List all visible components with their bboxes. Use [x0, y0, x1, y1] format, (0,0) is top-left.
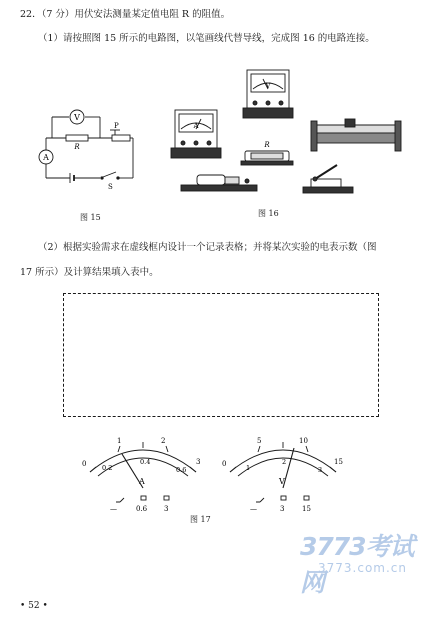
switch-device — [303, 165, 353, 193]
voltmeter-face-label: V — [265, 82, 271, 90]
rheostat-device — [311, 119, 401, 151]
resistor-symbol — [66, 135, 88, 141]
vm-inner-tick-1: 1 — [246, 464, 251, 472]
vm-tick-0: 0 — [222, 460, 227, 468]
ammeter-device — [171, 110, 221, 158]
am-inner-tick-02: 0.2 — [102, 464, 113, 472]
vm-terminal-3: 3 — [280, 505, 285, 513]
resistor-device — [241, 151, 293, 165]
fig15-caption: 图 15 — [80, 213, 101, 222]
am-tick-3: 3 — [196, 458, 201, 466]
voltmeter-device — [243, 70, 293, 118]
vm-terminal-15: 15 — [302, 505, 311, 513]
watermark-url: 3773.com.cn — [318, 561, 407, 575]
am-tick-0: 0 — [82, 460, 87, 468]
apparatus-fig16 — [165, 65, 405, 210]
switch-label: S — [108, 183, 113, 190]
ammeter-face-label: A — [193, 122, 199, 130]
answer-table-box[interactable] — [63, 293, 379, 417]
am-terminal-06: 0.6 — [136, 505, 148, 513]
voltmeter-unit: V — [279, 477, 285, 486]
am-tick-1: 1 — [117, 437, 122, 445]
question-part2-line1: （2）根据实验需求在虚线框内设计一个记录表格；并将某次实验的电表示数（图 — [38, 242, 377, 253]
vm-tick-5: 5 — [257, 437, 262, 445]
am-terminal-neg: — — [110, 505, 117, 513]
resistor-label: R — [74, 143, 80, 151]
battery-device — [181, 175, 257, 191]
question-part2-line2: 17 所示）及计算结果填入表中。 — [20, 267, 159, 278]
vm-tick-10: 10 — [299, 437, 308, 445]
question-part1: （1）请按照图 15 所示的电路图，以笔画线代替导线，完成图 16 的电路连接。 — [38, 33, 375, 44]
vm-inner-tick-2: 2 — [282, 458, 287, 466]
rheostat-symbol — [112, 135, 130, 141]
am-tick-2: 2 — [161, 437, 166, 445]
circuit-diagram-fig15 — [36, 100, 136, 190]
voltmeter-label: V — [74, 113, 80, 122]
voltmeter-dial-fig17 — [218, 432, 348, 517]
am-inner-tick-06: 0.6 — [176, 466, 187, 474]
fig16-caption: 图 16 — [258, 209, 279, 218]
vm-tick-15: 15 — [334, 458, 343, 466]
slider-label: P — [114, 122, 119, 130]
question-header: 22．（7 分）用伏安法测量某定值电阻 R 的阻值。 — [20, 9, 231, 20]
fig17-caption: 图 17 — [190, 515, 211, 524]
am-inner-tick-04: 0.4 — [140, 458, 151, 466]
am-terminal-3: 3 — [164, 505, 169, 513]
watermark-logo: 3773考试网 — [300, 532, 414, 597]
ammeter-dial-fig17 — [78, 432, 208, 517]
page-number: • 52 • — [20, 601, 48, 611]
resistor-device-label: R — [264, 141, 270, 149]
vm-terminal-neg: — — [250, 505, 257, 513]
ammeter-label: A — [43, 153, 49, 162]
ammeter-unit: A — [139, 477, 145, 486]
vm-inner-tick-3: 3 — [318, 466, 323, 474]
